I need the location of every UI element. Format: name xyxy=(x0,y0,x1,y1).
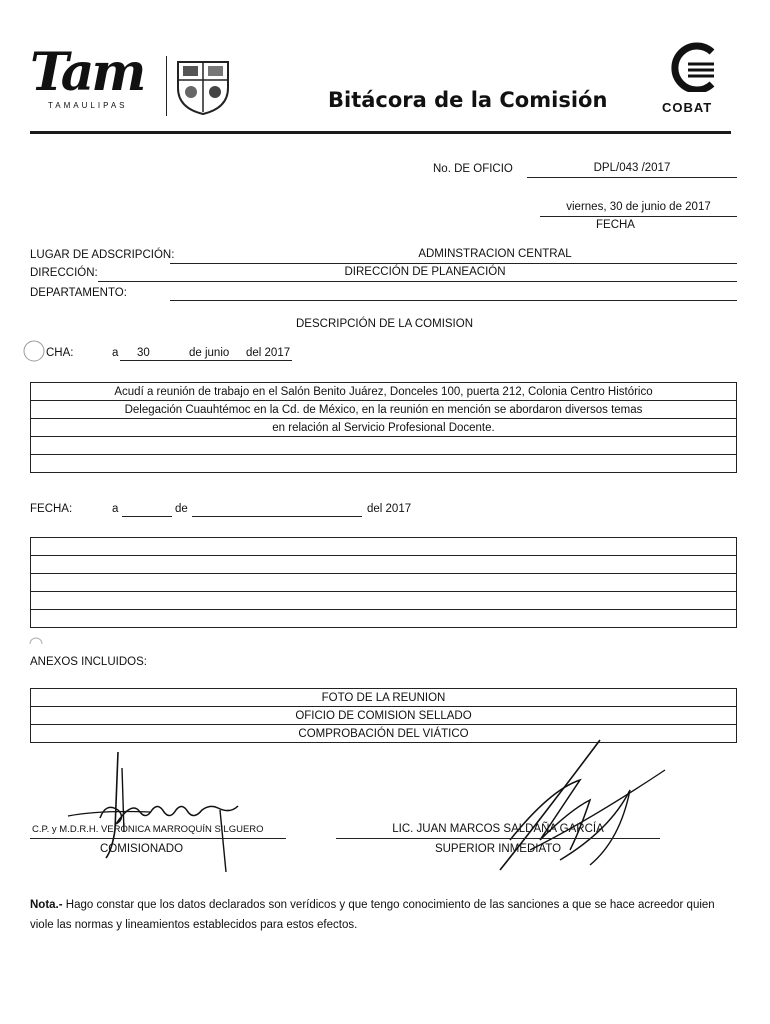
comisionado-name: C.P. y M.D.R.H. VERÓNICA MARROQUÍN SILGUERO xyxy=(32,824,264,835)
direccion-label: DIRECCIÓN: xyxy=(30,267,98,279)
fecha2-day-line xyxy=(122,516,172,517)
descripcion-table xyxy=(30,382,737,473)
descripcion-row-3: en relación al Servicio Profesional Docente. xyxy=(31,419,737,437)
fecha2-month-line xyxy=(192,516,362,517)
table-row xyxy=(31,383,737,401)
oficio-line xyxy=(527,177,737,178)
header-rule xyxy=(30,131,731,134)
fecha2-table xyxy=(30,537,737,628)
page-title: Bitácora de la Comisión xyxy=(328,88,608,112)
comisionado-signature-icon xyxy=(60,740,280,880)
table-row xyxy=(31,401,737,419)
fecha2-row-5 xyxy=(31,610,737,628)
fecha2-row-3 xyxy=(31,574,737,592)
anexo-row-2: OFICIO DE COMISION SELLADO xyxy=(31,707,737,725)
direccion-value: DIRECCIÓN DE PLANEACIÓN xyxy=(344,266,506,278)
oficio-value: DPL/043 /2017 xyxy=(593,162,671,174)
punch-hole-icon xyxy=(26,634,46,654)
nota-label: Nota.- xyxy=(30,899,63,911)
cobat-logo-icon xyxy=(664,42,722,92)
logo-divider xyxy=(166,56,167,116)
descripcion-date-line xyxy=(120,360,292,361)
table-row xyxy=(31,689,737,707)
descripcion-fecha-label: CHA: xyxy=(46,347,74,359)
table-row xyxy=(31,610,737,628)
direccion-line xyxy=(98,281,737,282)
nota-block xyxy=(30,895,720,935)
cobat-logo-text: COBAT xyxy=(662,100,713,115)
descripcion-day: 30 xyxy=(137,347,150,359)
table-row xyxy=(31,455,737,473)
superior-role: SUPERIOR INMEDIATO xyxy=(434,843,562,855)
table-row xyxy=(31,437,737,455)
departamento-line xyxy=(170,300,737,301)
descripcion-a-label: a xyxy=(112,347,119,359)
table-row xyxy=(31,538,737,556)
table-row xyxy=(31,419,737,437)
coat-of-arms-icon xyxy=(172,58,234,116)
fecha-label: FECHA xyxy=(596,219,635,231)
punch-hole-icon xyxy=(22,339,46,363)
superior-name: LIC. JUAN MARCOS SALDAÑA GARCÍA xyxy=(392,823,604,835)
fecha2-a-label: a xyxy=(112,503,119,515)
lugar-value: ADMINSTRACION CENTRAL xyxy=(418,248,572,260)
lugar-line xyxy=(170,263,737,264)
anexo-row-3: COMPROBACIÓN DEL VIÁTICO xyxy=(31,725,737,743)
tam-logo: Tam xyxy=(30,42,144,103)
fecha2-label: FECHA: xyxy=(30,503,73,515)
lugar-label: LUGAR DE ADSCRIPCIÓN: xyxy=(30,249,175,261)
comisionado-role: COMISIONADO xyxy=(100,843,184,855)
oficio-date: viernes, 30 de junio de 2017 xyxy=(566,201,711,213)
fecha2-row-2 xyxy=(31,556,737,574)
departamento-label: DEPARTAMENTO: xyxy=(30,287,127,299)
oficio-label: No. DE OFICIO xyxy=(433,163,513,175)
descripcion-row-2: Delegación Cuauhtémoc en la Cd. de México, en la reunión en mención se abordaron diversos temas xyxy=(31,401,737,419)
date-line xyxy=(540,216,737,217)
descripcion-row-5 xyxy=(31,455,737,473)
tamaulipas-logo-text: TAMAULIPAS xyxy=(48,101,128,110)
fecha2-year: del 2017 xyxy=(367,503,412,515)
superior-signature-icon xyxy=(470,730,700,880)
descripcion-row-1: Acudí a reunión de trabajo en el Salón Benito Juárez, Donceles 100, puerta 212, Colonia Centro Histórico xyxy=(31,383,737,401)
fecha2-row-4 xyxy=(31,592,737,610)
descripcion-row-4 xyxy=(31,437,737,455)
fecha2-de-label: de xyxy=(175,503,188,515)
table-row xyxy=(31,556,737,574)
nota-text: Hago constar que los datos declarados son verídicos y que tengo conocimiento de las sanciones a que se hace acreedor quien viole las normas y lineamientos establecidos para estos efectos. xyxy=(30,899,715,931)
table-row xyxy=(31,707,737,725)
table-row xyxy=(31,592,737,610)
fecha2-row-1 xyxy=(31,538,737,556)
descripcion-heading: DESCRIPCIÓN DE LA COMISION xyxy=(296,318,474,330)
comisionado-signature-line xyxy=(30,838,286,839)
descripcion-month: de junio xyxy=(189,347,230,359)
anexos-label: ANEXOS INCLUIDOS: xyxy=(30,656,147,668)
anexo-row-1: FOTO DE LA REUNION xyxy=(31,689,737,707)
descripcion-year: del 2017 xyxy=(246,347,291,359)
table-row xyxy=(31,574,737,592)
superior-signature-line xyxy=(336,838,660,839)
